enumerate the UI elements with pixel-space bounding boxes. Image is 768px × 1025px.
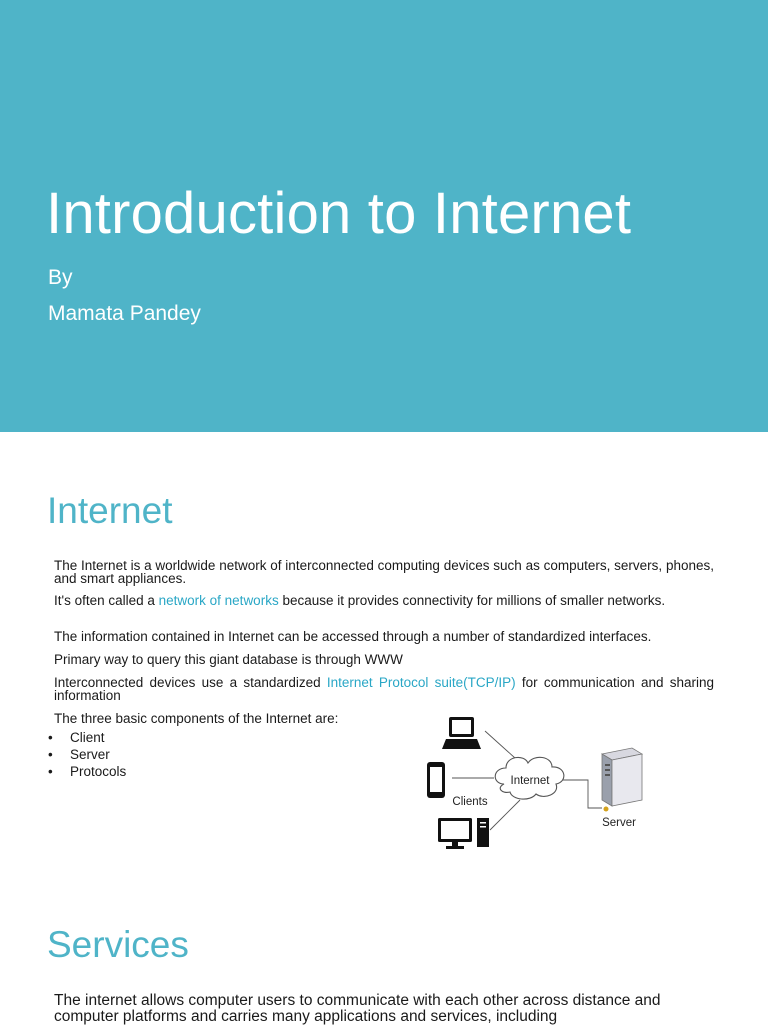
- presentation-title: Introduction to Internet: [46, 181, 632, 246]
- clients-label: Clients: [452, 796, 488, 808]
- text-segment: because it provides connectivity for millions of smaller networks.: [278, 593, 666, 608]
- author-name: Mamata Pandey: [48, 302, 201, 325]
- paragraph-www: Primary way to query this giant database is through WWW: [54, 652, 403, 667]
- phone-icon: [427, 762, 445, 798]
- paragraph-components: The three basic components of the Internet are:: [54, 711, 339, 726]
- list-item: • Client: [48, 730, 105, 745]
- internet-heading: Internet: [47, 490, 173, 531]
- components-list: [48, 729, 126, 780]
- text-segment: Interconnected devices use a standardized: [54, 675, 327, 690]
- text-segment: for communication and sharing information: [54, 675, 714, 703]
- desktop-icon: [438, 818, 489, 849]
- laptop-icon: [442, 717, 481, 749]
- services-paragraph: The internet allows computer users to communicate with each other across distance and computer platforms and carries many applications and services, including: [54, 992, 661, 1025]
- paragraph-interfaces: The information contained in Internet can be accessed through a number of standardized interfaces.: [54, 629, 652, 644]
- server-label: Server: [602, 817, 636, 829]
- tcp-ip-link[interactable]: Internet Protocol suite(TCP/IP): [326, 675, 516, 690]
- paragraph-network-of-networks: [54, 595, 714, 608]
- network-diagram: [420, 708, 660, 856]
- paragraph-tcp-ip: [54, 677, 714, 702]
- by-label: By: [48, 266, 73, 289]
- cloud-label: Internet: [510, 775, 550, 787]
- text-segment: It's often called a: [54, 593, 159, 608]
- title-slide: [0, 0, 768, 432]
- paragraph-definition: The Internet is a worldwide network of interconnected computing devices such as computers, servers, phones, and smart appliances.: [54, 558, 714, 586]
- list-item: • Protocols: [48, 764, 127, 779]
- list-item: • Server: [48, 747, 110, 762]
- network-of-networks-link[interactable]: network of networks: [158, 593, 279, 608]
- server-icon: [602, 748, 642, 812]
- services-heading: Services: [47, 924, 189, 965]
